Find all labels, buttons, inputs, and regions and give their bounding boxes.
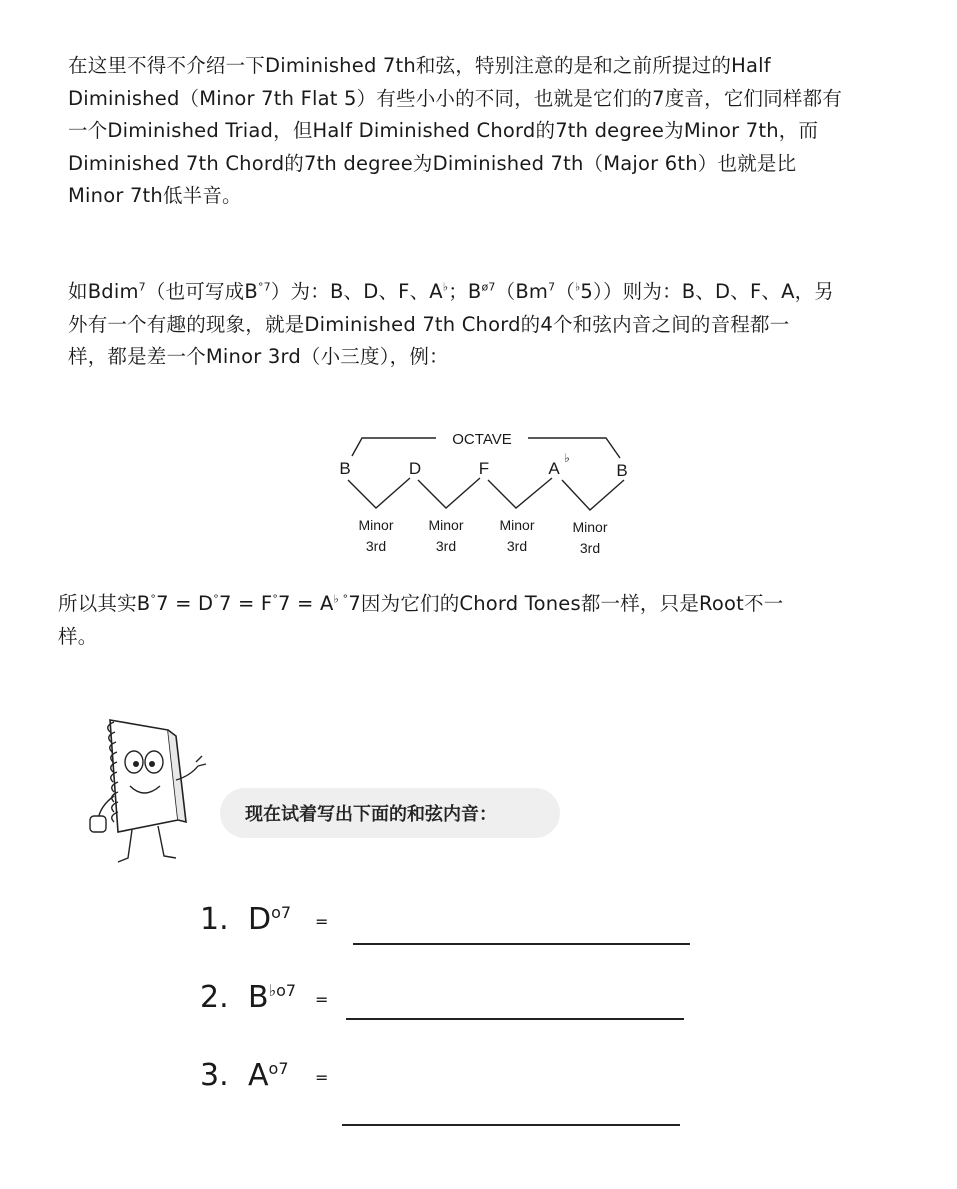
mascot-pupil bbox=[133, 761, 139, 767]
text-segment: ；B bbox=[448, 280, 482, 303]
text-line: Diminished（Minor 7th Flat 5）有些小小的不同，也就是它们的7度音，它们同样都有 bbox=[68, 86, 843, 110]
superscript: ♭ ° bbox=[333, 592, 349, 606]
superscript: ♭ bbox=[575, 280, 581, 294]
octave-label: OCTAVE bbox=[452, 431, 512, 448]
interval-zigzag bbox=[418, 478, 480, 508]
text-line: 样，都是差一个Minor 3rd（小三度），例： bbox=[68, 345, 449, 368]
intro-paragraph bbox=[68, 50, 888, 213]
chord-quality: ♭o7 bbox=[268, 981, 297, 1000]
example-paragraph bbox=[68, 276, 888, 374]
mascot-pupil bbox=[149, 761, 155, 767]
text-line: 在这里不得不介绍一下Diminished 7th和弦，特别注意的是和之前所提过的Half bbox=[68, 54, 771, 77]
exercise-number: 3. bbox=[200, 1058, 229, 1093]
text-line bbox=[58, 588, 878, 621]
text-line: 样。 bbox=[58, 624, 98, 648]
interval-zigzag bbox=[488, 478, 552, 508]
note-label: B bbox=[339, 459, 351, 478]
interval-label: 3rd bbox=[365, 538, 387, 554]
mascot-illustration bbox=[70, 700, 220, 875]
note-label: D bbox=[408, 459, 422, 478]
answer-blank[interactable] bbox=[353, 943, 690, 945]
text-segment: 5））则为：B、D、F、A，另 bbox=[580, 280, 835, 303]
chord-root: B bbox=[248, 980, 269, 1015]
interval-label: 3rd bbox=[506, 538, 528, 554]
text-line: Minor 7th低半音。 bbox=[68, 184, 242, 207]
mascot-body bbox=[110, 720, 178, 832]
text-line: Diminished 7th Chord的7th degree为Diminished 7th（Major 6th）也就是比 bbox=[68, 151, 797, 175]
octave-bracket-left bbox=[352, 438, 436, 456]
text-line: 外有一个有趣的现象，就是Diminished 7th Chord的4个和弦内音之间的音程都一 bbox=[68, 312, 790, 336]
octave-bracket-right bbox=[528, 438, 620, 458]
equals-sign: = bbox=[315, 1068, 329, 1087]
interval-zigzag bbox=[348, 478, 410, 508]
interval-label: Minor bbox=[358, 517, 394, 533]
text-segment: 7 = D bbox=[156, 592, 214, 615]
text-segment: （也可写成B bbox=[145, 280, 258, 303]
superscript: ♭ bbox=[442, 280, 449, 294]
text-segment: （ bbox=[555, 280, 576, 303]
instruction-text: 现在试着写出下面的和弦内音： bbox=[245, 804, 497, 825]
exercise-item bbox=[200, 980, 329, 1015]
text-line bbox=[68, 276, 888, 309]
exercise-number: 2. bbox=[200, 980, 229, 1015]
equals-sign: = bbox=[315, 912, 329, 931]
superscript: ø7 bbox=[481, 280, 496, 294]
exercise-item bbox=[200, 1058, 329, 1093]
superscript: 7 bbox=[548, 280, 556, 294]
conclusion-paragraph bbox=[58, 588, 878, 653]
text-segment: 所以其实B bbox=[58, 592, 151, 615]
superscript: 7 bbox=[138, 280, 146, 294]
interval-label: Minor bbox=[572, 519, 608, 535]
equals-sign: = bbox=[315, 990, 329, 1009]
text-segment: 7 = A bbox=[278, 592, 334, 615]
interval-zigzag bbox=[562, 480, 624, 510]
chord-quality: o7 bbox=[271, 903, 292, 922]
chord-root: D bbox=[248, 902, 272, 937]
mascot-fist bbox=[90, 816, 106, 832]
chord-root: A bbox=[248, 1058, 269, 1093]
answer-blank[interactable] bbox=[346, 1018, 684, 1020]
text-line: 一个Diminished Triad，但Half Diminished Chord的7th degree为Minor 7th，而 bbox=[68, 119, 819, 142]
superscript: °7 bbox=[257, 280, 271, 294]
note-label: A bbox=[548, 459, 560, 478]
note-label: B bbox=[616, 461, 628, 480]
superscript: ° bbox=[272, 592, 279, 606]
chord-quality: o7 bbox=[268, 1059, 289, 1078]
exercise-number: 1. bbox=[200, 902, 229, 937]
interval-label: 3rd bbox=[435, 538, 457, 554]
answer-blank[interactable] bbox=[342, 1124, 680, 1126]
interval-label: Minor bbox=[428, 517, 464, 533]
text-segment: 如Bdim bbox=[68, 280, 139, 303]
text-segment: （Bm bbox=[495, 280, 549, 303]
minor-third-interval-diagram bbox=[330, 418, 640, 568]
superscript: ° bbox=[150, 592, 157, 606]
text-segment: ）为：B、D、F、A bbox=[270, 280, 443, 303]
text-segment: 7 = F bbox=[218, 592, 273, 615]
interval-label: Minor bbox=[499, 517, 535, 533]
interval-label: 3rd bbox=[579, 540, 601, 556]
note-label: F bbox=[478, 459, 490, 478]
superscript: ° bbox=[213, 592, 219, 606]
exercise-item bbox=[200, 902, 329, 937]
text-segment: 7因为它们的Chord Tones都一样，只是Root不一 bbox=[348, 592, 784, 615]
mascot-legs bbox=[118, 826, 176, 862]
flat-sign: ♭ bbox=[564, 451, 570, 465]
